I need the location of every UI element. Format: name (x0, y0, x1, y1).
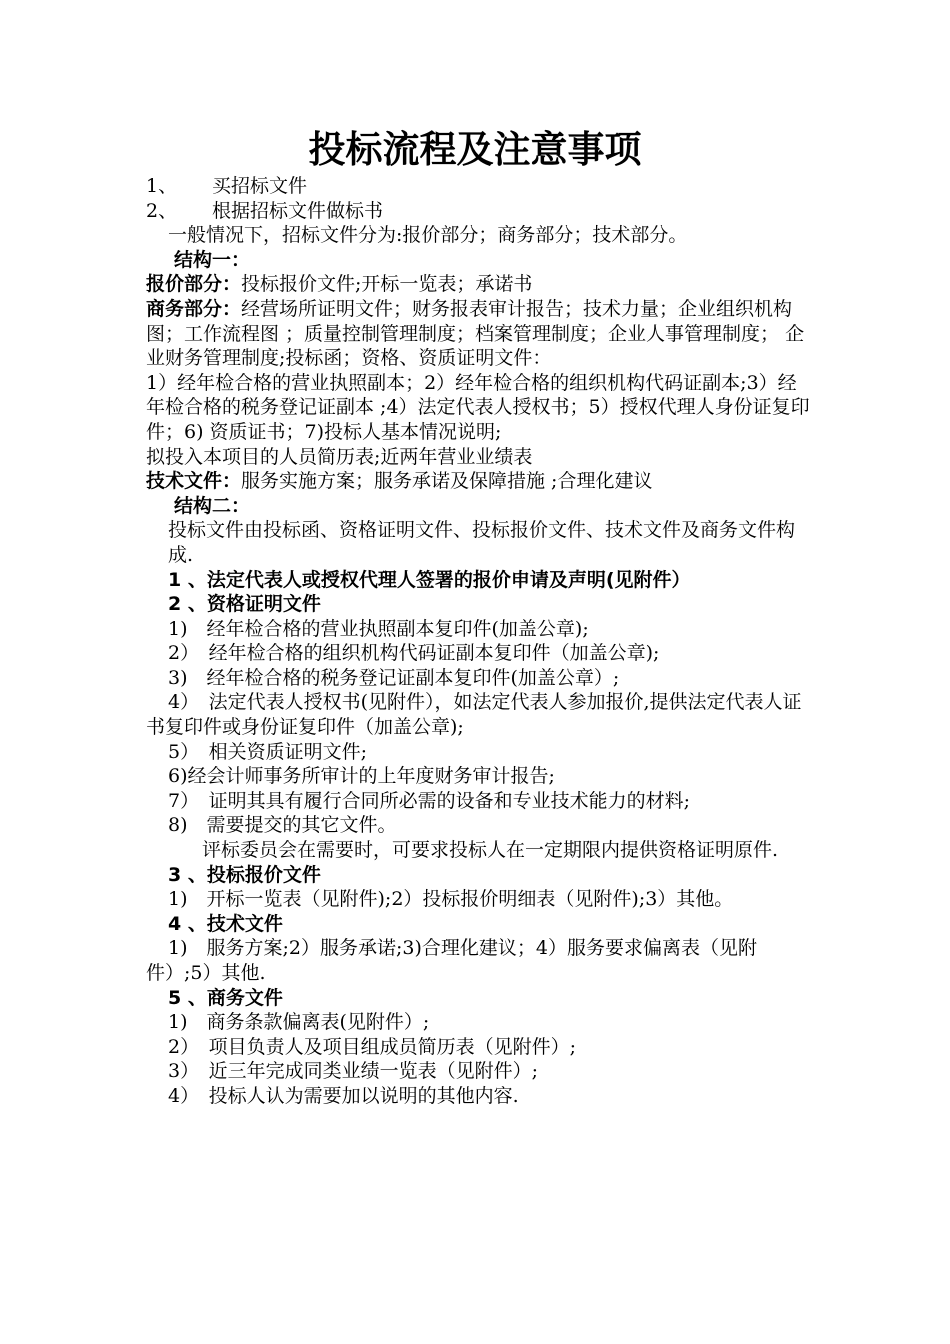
section-2-item: 2） 经年检合格的组织机构代码证副本复印件（加盖公章); (168, 642, 660, 665)
intro-paragraph: 一般情况下，招标文件分为:报价部分；商务部分；技术部分。 (168, 224, 688, 247)
section-2-item: 6)经会计师事务所审计的上年度财务审计报告; (168, 765, 555, 788)
section-3-heading: 3 、投标报价文件 (168, 863, 321, 886)
structure2-intro: 投标文件由投标函、资格证明文件、投标报价文件、技术文件及商务文件构成. (168, 519, 796, 566)
tech-section: 技术文件：服务实施方案；服务承诺及保障措施 ;合理化建议 (146, 470, 653, 493)
section-2-item: 4） 法定代表人授权书(见附件），如法定代表人参加报价,提供法定代表人证书复印件或身份证复印件（加盖公章); (146, 691, 802, 739)
section-5-item: 2） 项目负责人及项目组成员简历表（见附件）; (168, 1035, 576, 1058)
section-4-text: 1) 服务方案;2）服务承诺;3)合理化建议；4）服务要求偏离表（见附件）;5）其他. (146, 937, 757, 984)
section-2-heading: 2 、资格证明文件 (168, 593, 321, 616)
business-section: 商务部分：经营场所证明文件；财务报表审计报告；技术力量；企业组织机构图；工作流程图 ；质量控制管理制度；档案管理制度；企业人事管理制度； 企业财务管理制度;投标函；资格、资质证明文件： (146, 297, 805, 370)
structure1-heading: 结构一： (174, 248, 251, 271)
step-1: 1、 买招标文件 (146, 175, 308, 197)
section-2-note: 评标委员会在需要时，可要求投标人在一定期限内提供资格证明原件. (202, 839, 779, 862)
step-2: 2、 根据招标文件做标书 (146, 199, 384, 222)
section-5-item: 1) 商务条款偏离表(见附件）; (168, 1011, 430, 1034)
section-5-item: 4） 投标人认为需要加以说明的其他内容. (168, 1084, 519, 1107)
page-title: 投标流程及注意事项 (308, 128, 642, 171)
resume-line: 拟投入本项目的人员简历表;近两年营业业绩表 (146, 445, 533, 468)
section-1-heading: 1 、法定代表人或授权代理人签署的报价申请及声明(见附件） (168, 568, 691, 591)
section-4-heading: 4 、技术文件 (168, 912, 283, 935)
section-5-heading: 5 、商务文件 (168, 986, 283, 1009)
section-2-item: 3) 经年检合格的税务登记证副本复印件(加盖公章）; (168, 666, 620, 689)
section-2-item: 5） 相关资质证明文件; (168, 740, 367, 763)
document-body (146, 174, 811, 1109)
structure2-heading: 结构二： (174, 494, 251, 517)
section-3-text: 1) 开标一览表（见附件);2）投标报价明细表（见附件);3）其他。 (168, 888, 734, 911)
section-2-item: 7） 证明其具有履行合同所必需的设备和专业技术能力的材料; (168, 789, 690, 812)
section-2-item: 1) 经年检合格的营业执照副本复印件(加盖公章); (168, 617, 589, 640)
section-2-item: 8) 需要提交的其它文件。 (168, 814, 397, 837)
section-5-item: 3） 近三年完成同类业绩一览表（见附件）; (168, 1060, 538, 1083)
business-items: 1）经年检合格的营业执照副本；2）经年检合格的组织机构代码证副本;3）经年检合格的税务登记证副本 ;4）法定代表人授权书；5）授权代理人身份证复印件；6) 资质证书；7)投标人基本情况说明; (146, 371, 810, 443)
quote-section: 报价部分：投标报价文件;开标一览表；承诺书 (146, 273, 533, 296)
